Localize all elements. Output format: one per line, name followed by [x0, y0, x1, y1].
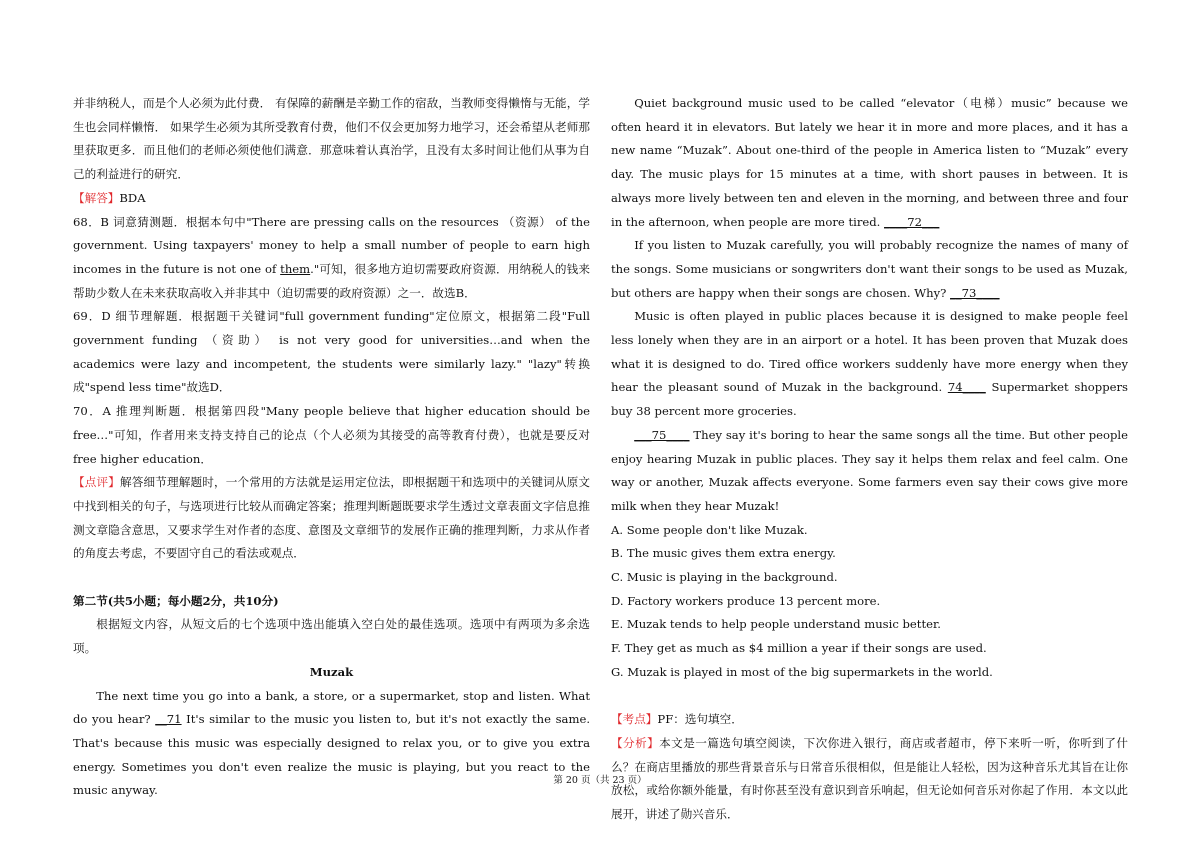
option-b: B. The music gives them extra energy. [611, 546, 836, 561]
q70-explanation: 70．A 推理判断题．根据第四段"Many people believe that higher education should be free…"可知，作者用来支持支持自己的论点（个人必须为其接受的高等教育付费），也就是要反对 free higher education． [73, 404, 590, 466]
para1-text-b: It's similar to the music you listen to, but it's not exactly the same. That's because this music was especially designed to relax you, or to give you extra energy. Sometimes you don't even realize the music is playing, but you react to the music anyway. [73, 712, 591, 798]
option-c: C. Music is playing in the background. [611, 570, 838, 585]
option-f: F. They get as much as $4 million a year if their songs are used. [611, 641, 987, 656]
passage-paragraph-5 [611, 424, 1128, 519]
para4-text-b: Supermarket shoppers buy 38 percent more groceries. [611, 380, 1128, 419]
answer-line [73, 187, 590, 211]
passage-title: Muzak [309, 664, 354, 679]
section-heading: 第二节(共5小题；每小题2分，共10分) [73, 593, 279, 608]
q68-text-a: 68．B 词意猜测题．根据本句中"There are pressing calls on the resources （资源） of the government. Using taxpayers' money to help a small number of people to earn high incomes in the future is not one of [73, 214, 590, 276]
q69-explanation: 69．D 细节理解题．根据题干关键词"full government funding"定位原文，根据第二段"Full government funding （资助） is not very good for universities…and when the academics were lazy and incompetent, the students were similarly lazy." "lazy"转换成"spend less time"故选D． [73, 309, 590, 395]
intro-paragraph: 并非纳税人，而是个人必须为此付费． 有保障的薪酬是辛勤工作的宿敌，当教师变得懒惰与无能，学生也会同样懒惰． 如果学生必须为其所受教育付费，他们不仅会更加努力地学习，还会希望从老师那里获取更多．而且他们的老师必须使他们满意．那意味着认真治学，且没有太多时间让他们从事为自己的利益进行的研究． [73, 96, 590, 182]
para4-text-a: Music is often played in public places because it is designed to make people feel less lonely when they are in an airport or a hotel. It has been proven that Muzak does what it is designed to do. Tired office workers suddenly have more energy when they hear the pleasant sound of Muzak in the background. [611, 309, 1128, 395]
blank-73: __73____ [950, 285, 1000, 300]
comment-tag: 【点评】 [73, 475, 121, 490]
right-column [611, 92, 1128, 827]
blank-72: ____72___ [884, 214, 940, 229]
passage-paragraph-3 [611, 234, 1128, 305]
para3-text: If you listen to Muzak carefully, you will probably recognize the names of many of the songs. Some musicians or songwriters don't want their songs to be used as Muzak, but others are happy when their songs are chosen. Why? [611, 238, 1128, 300]
passage-paragraph-4 [611, 305, 1128, 424]
para1-text-a: The next time you go into a bank, a store, or a supermarket, stop and listen. What do you hear? [73, 688, 590, 727]
instructions: 根据短文内容，从短文后的七个选项中选出能填入空白处的最佳选项。选项中有两项为多余选项。 [73, 617, 590, 656]
page-footer: 第 20 页（共 23 页） [553, 775, 647, 786]
kaodian-tag: 【考点】 [611, 712, 658, 727]
para5-text: They say it's boring to hear the same songs all the time. But other people enjoy hearing Muzak in public places. They say it helps them relax and feel calm. One way or another, Muzak affects everyone. Some farmers even say their cows give more milk when they hear Muzak! [611, 427, 1128, 513]
kaodian-text: PF：选句填空． [657, 712, 743, 727]
comment-paragraph [73, 471, 590, 566]
kaodian-line [611, 708, 1128, 732]
option-d: D. Factory workers produce 13 percent more. [611, 593, 881, 608]
fenxi-text: 本文是一篇选句填空阅读，下次你进入银行，商店或者超市，停下来听一听，你听到了什么？在商店里播放的那些背景音乐与日常音乐很相似，但是能让人轻松，因为这种音乐尤其旨在让你放松，或给你额外能量，有时你甚至没有意识到音乐响起，但无论如何音乐对你起了作用．本文以此展开，讲述了勋兴音乐． [611, 735, 1128, 822]
option-g: G. Muzak is played in most of the big supermarkets in the world. [611, 664, 993, 679]
q68-explanation [73, 211, 590, 306]
q68-text-b: ."可知，很多地方迫切需要政府资源．用纳税人的钱来帮助少数人在未来获取高收入并非其中（迫切需要的政府资源）之一．故选B． [73, 261, 590, 300]
passage-paragraph-2 [611, 92, 1128, 234]
blank-75: ___75____ [634, 427, 690, 442]
q68-underlined-word: them [280, 261, 311, 276]
option-e: E. Muzak tends to help people understand music better. [611, 617, 941, 632]
blank-71: __71 [155, 712, 182, 727]
answer-tag: 【解答】 [73, 190, 120, 205]
option-a: A. Some people don't like Muzak. [611, 522, 808, 537]
fenxi-tag: 【分析】 [611, 735, 660, 750]
comment-text: 解答细节理解题时，一个常用的方法就是运用定位法，即根据题干和选项中的关键词从原文中找到相关的句子，与选项进行比较从而确定答案；推理判断题既要求学生透过文章表面文字信息推测文章隐含意思，又要求学生对作者的态度、意图及文章细节的发展作正确的推理判断，力求从作者的角度去考虑，不要固守自己的看法或观点． [73, 475, 590, 561]
answer-text: BDA [119, 190, 146, 205]
blank-74: 74____ [947, 380, 986, 395]
left-column [73, 92, 590, 803]
para2-text: Quiet background music used to be called “elevator（电梯）music” because we often heard it in elevators. But lately we hear it in more and more places, and it has a new name “Muzak”. About one-third of the people in America listen to “Muzak” every day. The music plays for 15 minutes at a time, with short pauses in between. It is always more lively between ten and eleven in the morning, and between three and four in the afternoon, when people are more tired. [611, 96, 1128, 229]
